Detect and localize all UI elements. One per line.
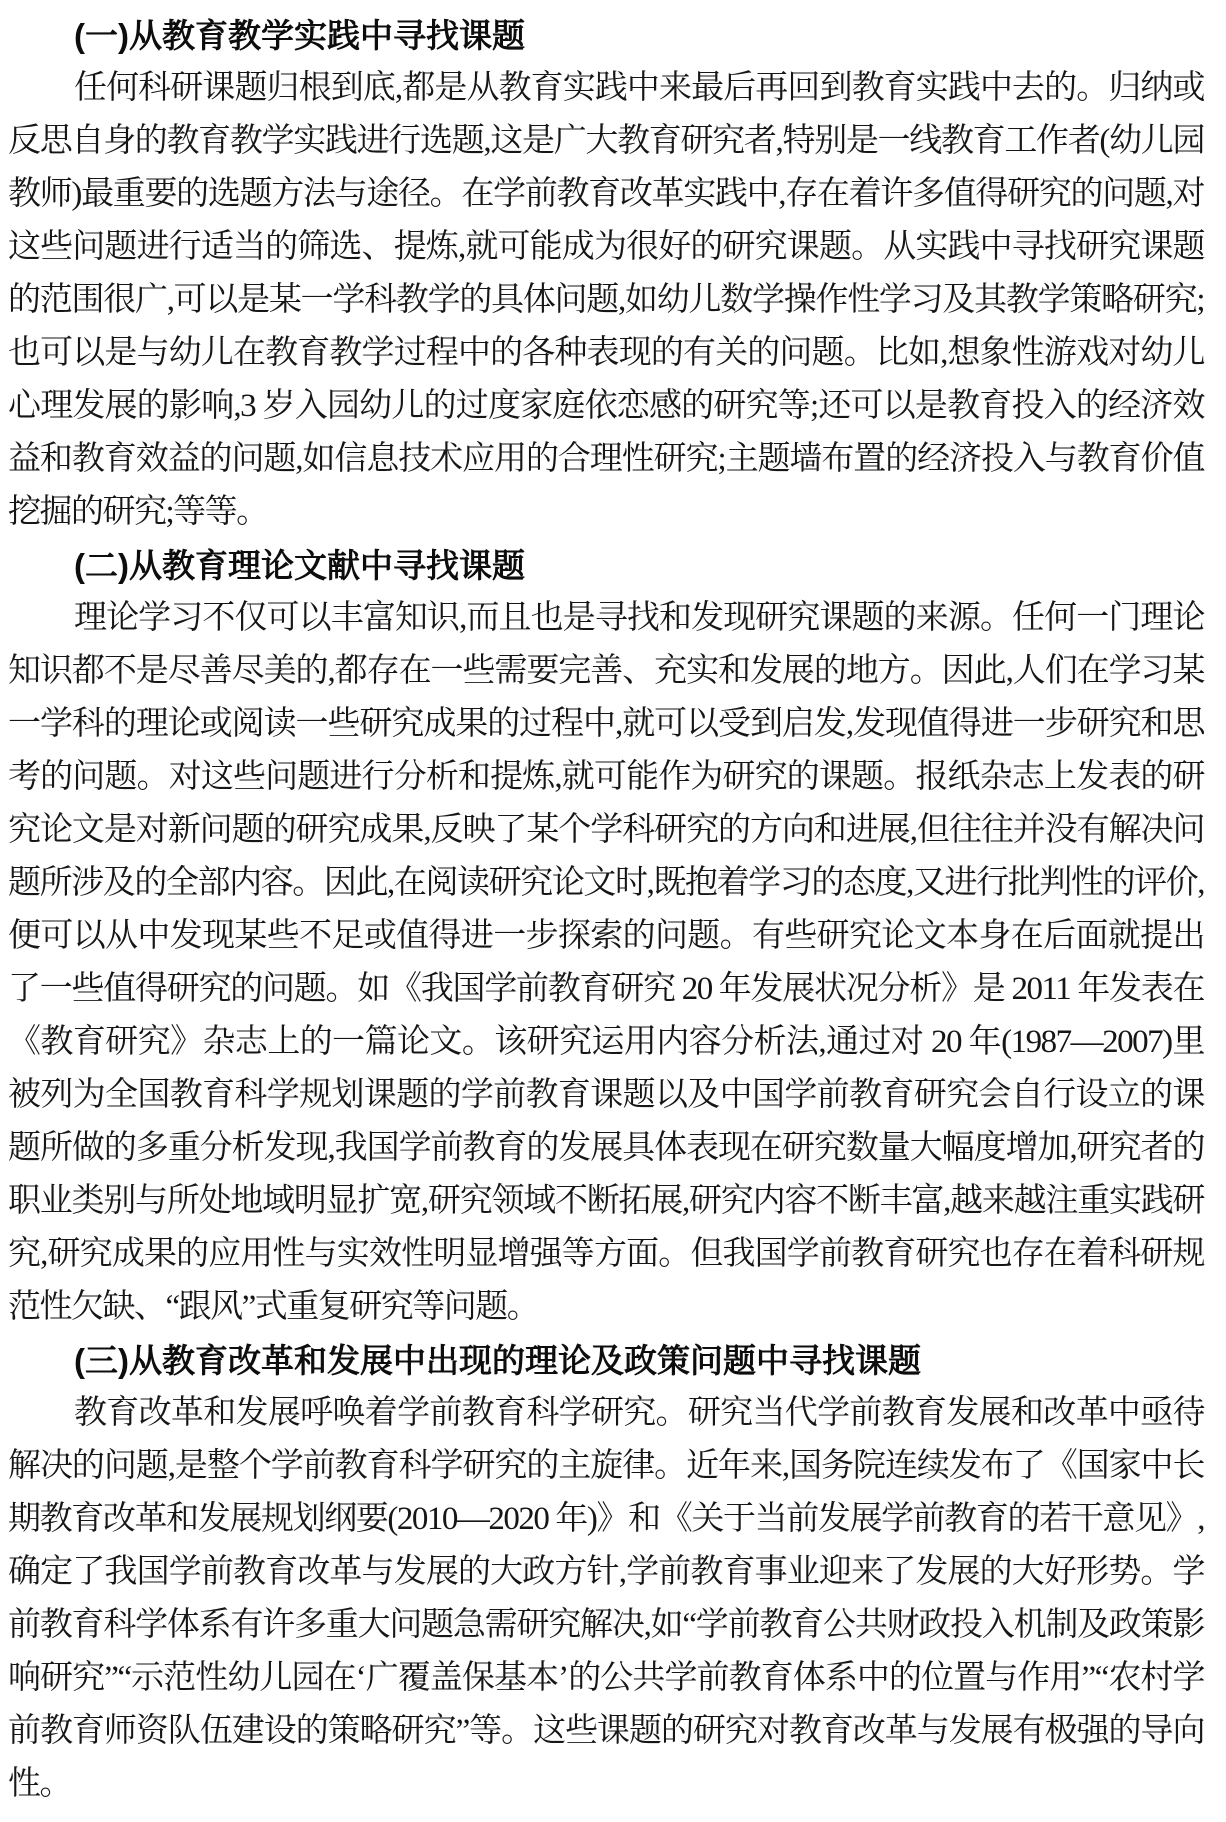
section-1-heading: (一)从教育教学实践中寻找课题: [74, 17, 525, 54]
section-2-paragraph: 理论学习不仅可以丰富知识,而且也是寻找和发现研究课题的来源。任何一门理论知识都不是尽善尽美的,都存在一些需要完善、充实和发展的地方。因此,人们在学习某一学科的理论或阅读一些研究成果的过程中,就可以受到启发,发现值得进一步研究和思考的问题。对这些问题进行分析和提炼,就可能作为研究的课题。报纸杂志上发表的研究论文是对新问题的研究成果,反映了某个学科研究的方向和进展,但往往并没有解决问题所涉及的全部内容。因此,在阅读研究论文时,既抱着学习的态度,又进行批判性的评价,便可以从中发现某些不足或值得进一步探索的问题。有些研究论文本身在后面就提出了一些值得研究的问题。如《我国学前教育研究 20 年发展状况分析》是 2011 年发表在《教育研究》杂志上的一篇论文。该研究运用内容分析法,通过对 20 年(1987—2007)里被列为全国教育科学规划课题的学前教育课题以及中国学前教育研究会自行设立的课题所做的多重分析发现,我国学前教育的发展具体表现在研究数量大幅度增加,研究者的职业类别与所处地域明显扩宽,研究领域不断拓展,研究内容不断丰富,越来越注重实践研究,研究成果的应用性与实效性明显增强等方面。但我国学前教育研究也存在着科研规范性欠缺、“跟风”式重复研究等问题。: [8, 600, 1204, 1325]
section-finding-topics-from-reform-policy: [8, 1334, 1204, 1811]
section-finding-topics-from-literature: [8, 539, 1204, 1334]
section-3-heading: (三)从教育改革和发展中出现的理论及政策问题中寻找课题: [74, 1342, 921, 1379]
section-2-heading: (二)从教育理论文献中寻找课题: [74, 547, 525, 584]
section-1-paragraph: 任何科研课题归根到底,都是从教育实践中来最后再回到教育实践中去的。归纳或反思自身的教育教学实践进行选题,这是广大教育研究者,特别是一线教育工作者(幼儿园教师)最重要的选题方法与途径。在学前教育改革实践中,存在着许多值得研究的问题,对这些问题进行适当的筛选、提炼,就可能成为很好的研究课题。从实践中寻找研究课题的范围很广,可以是某一学科教学的具体问题,如幼儿数学操作性学习及其教学策略研究;也可以是与幼儿在教育教学过程中的各种表现的有关的问题。比如,想象性游戏对幼儿心理发展的影响,3 岁入园幼儿的过度家庭依恋感的研究等;还可以是教育投入的经济效益和教育效益的问题,如信息技术应用的合理性研究;主题墙布置的经济投入与教育价值挖掘的研究;等等。: [8, 70, 1204, 530]
section-finding-topics-from-practice: [8, 9, 1204, 539]
section-3-paragraph: 教育改革和发展呼唤着学前教育科学研究。研究当代学前教育发展和改革中亟待解决的问题,是整个学前教育科学研究的主旋律。近年来,国务院连续发布了《国家中长期教育改革和发展规划纲要(2010—2020 年)》和《关于当前发展学前教育的若干意见》,确定了我国学前教育改革与发展的大政方针,学前教育事业迎来了发展的大好形势。学前教育科学体系有许多重大问题急需研究解决,如“学前教育公共财政投入机制及政策影响研究”“示范性幼儿园在‘广覆盖保基本’的公共学前教育体系中的位置与作用”“农村学前教育师资队伍建设的策略研究”等。这些课题的研究对教育改革与发展有极强的导向性。: [8, 1395, 1204, 1802]
